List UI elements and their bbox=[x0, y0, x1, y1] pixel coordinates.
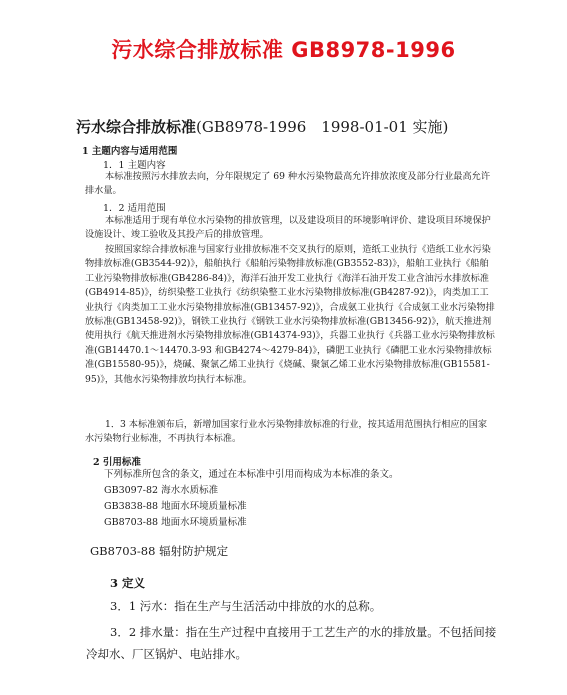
section-2-heading: 2 引用标准 bbox=[93, 457, 141, 468]
page-title: 污水综合排放标准 GB8978-1996 bbox=[111, 38, 456, 62]
document-title bbox=[76, 116, 448, 137]
definition-3-1: 3．1 污水：指在生产与生活活动中排放的水的总称。 bbox=[110, 599, 382, 613]
section-1-heading: 1 主题内容与适用范围 bbox=[82, 146, 178, 157]
section-1-2-text-2: 按照国家综合排放标准与国家行业排放标准不交叉执行的原则，造纸工业执行《造纸工业水污染物排放标准(GB3544-92)》，船舶执行《船舶污染物排放标准(GB3552-83)》，船舶工业执行《船舶工业污染物排放标准(GB4286-84)》，海洋石油开发工业执行《海洋石油开发工业含油污水排放标准(GB4914-85)》，纺织染整工业执行《纺织染整工业水污染物排放标准(GB4287-92)》，肉类加工工业执行《肉类加工工业水污染物排放标准(GB13457-92)》，合成氨工业执行《合成氨工业水污染物排放标准(GB13458-92)》，钢铁工业执行《钢铁工业水污染物排放标准(GB13456-92)》，航天推进剂使用执行《航天推进剂水污染物排放标准(GB14374-93)》，兵器工业执行《兵器工业水污染物排放标准(GB14470.1～14470.3-93 和GB4274～4279-84)》，磷肥工业执行《磷肥工业水污染物排放标准(GB15580-95)》，烧碱、聚氯乙烯工业执行《烧碱、聚氯乙烯工业水污染物排放标准(GB15581-95)》，其他水污染物排放均执行本标准。 bbox=[85, 244, 495, 385]
section-1-2-text: 本标准适用于现有单位水污染物的排放管理，以及建设项目的环境影响评价、建设项目环境保护设施设计、竣工验收及其投产后的排放管理。 bbox=[85, 215, 491, 241]
definition-3-2: 3．2 排水量：指在生产过程中直接用于工艺生产的水的排放量。不包括间接冷却水、厂区锅炉、电站排水。 bbox=[86, 625, 497, 661]
list-item: GB3097-82 海水水质标准 bbox=[104, 485, 219, 496]
section-2-extra: GB8703-88 辐射防护规定 bbox=[90, 544, 229, 558]
section-1-1-heading: 1．1 主题内容 bbox=[103, 160, 166, 171]
document-meta: (GB8978-1996 1998-01-01 实施) bbox=[196, 118, 449, 136]
section-2-intro: 下列标准所包含的条文，通过在本标准中引用而构成为本标准的条文。 bbox=[104, 469, 399, 480]
section-1-3-text: 1．3 本标准颁布后，新增加国家行业水污染物排放标准的行业，按其适用范围执行相应的国家水污染物行业标准，不再执行本标准。 bbox=[85, 419, 488, 445]
document-name: 污水综合排放标准 bbox=[76, 118, 197, 136]
section-1-1-text: 本标准按照污水排放去向，分年限规定了 69 种水污染物最高允许排放浓度及部分行业最高允许排水量。 bbox=[85, 171, 491, 197]
list-item: GB3838-88 地面水环境质量标准 bbox=[104, 501, 247, 512]
section-3-heading: 3 定义 bbox=[110, 576, 146, 590]
section-1-2-heading: 1．2 适用范围 bbox=[103, 203, 166, 214]
list-item: GB8703-88 地面水环境质量标准 bbox=[104, 517, 247, 528]
